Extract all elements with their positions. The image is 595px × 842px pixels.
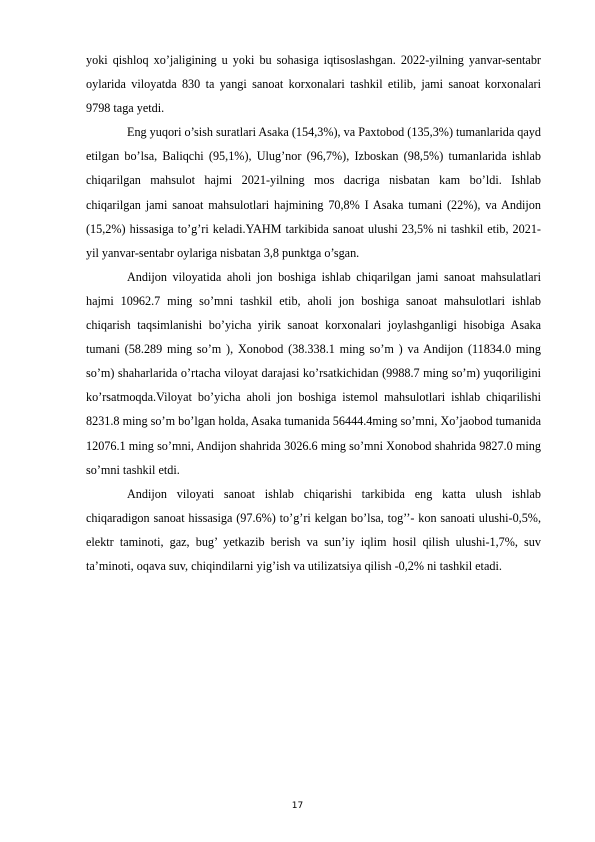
paragraph-2: Eng yuqori o’sish suratlari Asaka (154,3%), va Paxtobod (135,3%) tumanlarida qayd etilgan bo’lsa, Baliqchi (95,1%), Ulug’nor (96,7%), Izboskan (98,5%) tumanlarida ishlab chiqarilgan mahsulot hajmi 2021-yilning mos dacriga nisbatan kam bo’ldi. Ishlab chiqarilgan jami sanoat mahsulotlari hajmining 70,8% I Asaka tumani (22%), va Andijon (15,2%) hissasiga to’g’ri keladi.YAHM tarkibida sanoat ulushi 23,5% ni tashkil etib, 2021-yil yanvar-sentabr oylariga nisbatan 3,8 punktga o’sgan. <box>86 125 541 260</box>
paragraph-3: Andijon viloyatida aholi jon boshiga ishlab chiqarilgan jami sanoat mahsulatlari hajmi 10962.7 ming so’mni tashkil etib, aholi jon boshiga sanoat mahsulotlari ishlab chiqarish taqsimlanishi bo’yicha yirik sanoat korxonalari joylashganligi hisobiga Asaka tumani (58.289 ming so’m ), Xonobod (38.338.1 ming so’m ) va Andijon (11834.0 ming so’m) shaharlarida o’rtacha viloyat darajasi ko’rsatkichidan (9988.7 ming so’m) yuqoriligini ko’rsatmoqda.Viloyat bo’yicha aholi jon boshiga istemol mahsulotlari ishlab chiqarilishi 8231.8 ming so’m bo’lgan holda, Asaka tumanida 56444.4ming so’mni, Xo’jaobod tumanida 12076.1 ming so’mni, Andijon shahrida 3026.6 ming so’mni Xonobod shahrida 9827.0 ming so’mni tashkil etdi. <box>86 269 541 477</box>
page-number: 17 <box>291 801 304 811</box>
document-body <box>86 48 541 578</box>
paragraph-4: Andijon viloyati sanoat ishlab chiqarishi tarkibida eng katta ulush ishlab chiqaradigon sanoat hissasiga (97.6%) to’g’ri kelgan bo’lsa, tog’’- kon sanoati ulushi-0,5%, elektr taminoti, gaz, bug’ yetkazib berish va sun’iy iqlim hosil qilish ulushi-1,7%, suv ta’minoti, oqava suv, chiqindilarni yig’ish va utilizatsiya qilish -0,2% ni tashkil etadi. <box>86 486 541 573</box>
paragraph-1: yoki qishloq xo’jaligining u yoki bu sohasiga iqtisoslashgan. 2022-yilning yanvar-sentabr oylarida viloyatda 830 ta yangi sanoat korxonalari tashkil etilib, jami sanoat korxonalari 9798 taga yetdi. <box>86 53 541 116</box>
